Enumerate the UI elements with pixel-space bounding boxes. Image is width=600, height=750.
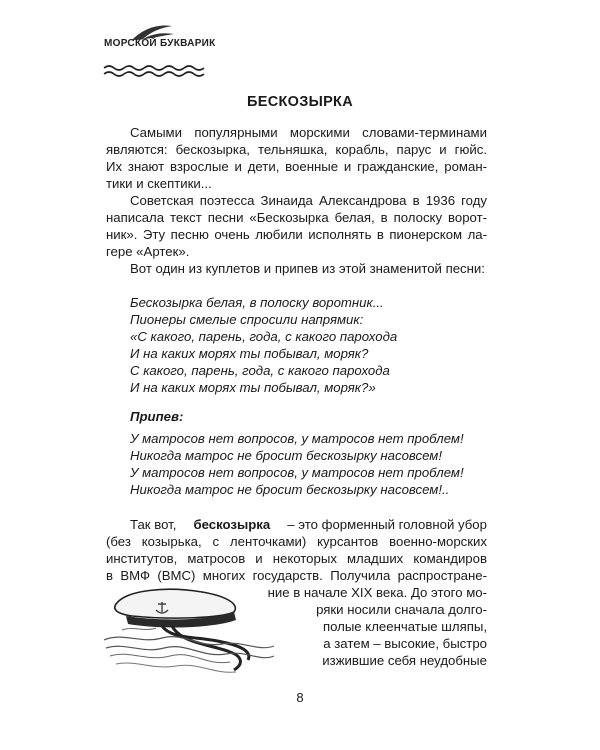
para2-line-4: гере «Артек». (106, 244, 190, 259)
para1-line-4: тики и скептики... (106, 176, 212, 191)
refrain-line-3: У матросов нет вопросов, у матросов нет проблем! (130, 465, 464, 480)
para2-line-1: Советская поэтесса Зинаида Александрова в 1936 году (130, 193, 487, 208)
page-title: БЕСКОЗЫРКА (247, 94, 353, 110)
para4-line-9: изжившие себя неудобные (322, 653, 487, 668)
para4-line-8: а затем – высокие, быстро (323, 636, 487, 651)
seagull-waves-icon (102, 18, 222, 80)
para4-line-7: полые клеенчатые шляпы, (322, 619, 487, 634)
refrain-label: Припев: (130, 409, 184, 424)
page-number: 8 (296, 690, 304, 705)
verse-line-1: Бескозырка белая, в полоску воротник... (130, 295, 384, 310)
para1-line-3: Их знают взрослые и дети, военные и гражданские, роман- (106, 159, 487, 174)
refrain-line-2: Никогда матрос не бросит бескозырку насовсем! (130, 448, 442, 463)
para1-line-2: являются: бескозырка, тельняшка, корабль, парус и гюйс. (106, 142, 487, 157)
para1-line-1: Самыми популярными морскими словами-терминами (130, 125, 487, 140)
verse-line-5: С какого, парень, года, с какого парохода (130, 363, 390, 378)
para4-term: бескозырка (193, 517, 271, 532)
para4-line-6: ряки носили сначала долго- (316, 602, 487, 617)
para4-line-5: ние в начале XIX века. До этого мо- (267, 585, 487, 600)
refrain-line-1: У матросов нет вопросов, у матросов нет проблем! (130, 431, 464, 446)
verse-line-6: И на каких морях ты побывал, моряк?» (130, 380, 376, 395)
para4-intro: Так вот, (130, 517, 177, 532)
para2-line-2: написала текст песни «Бескозырка белая, в полоску ворот- (106, 210, 487, 225)
para2-line-3: ник». Эту песню очень любили исполнять в пионерском ла- (106, 227, 487, 242)
verse-line-4: И на каких морях ты побывал, моряк? (130, 346, 369, 361)
sailor-cap-icon (102, 582, 277, 680)
verse-line-2: Пионеры смелые спросили напрямик: (130, 312, 364, 327)
para4-line-1 (130, 516, 487, 533)
sailor-cap-illustration (102, 582, 277, 680)
refrain-line-4: Никогда матрос не бросит бескозырку насовсем!.. (130, 482, 450, 497)
para3: Вот один из куплетов и припев из этой знаменитой песни: (130, 261, 485, 276)
series-title: МОРСКОЙ БУКВАРИК (104, 38, 216, 49)
para4-line-3: институтов, матросов и некоторых младших командиров (106, 551, 487, 566)
para4-rest: – это форменный головной убор (287, 517, 487, 532)
verse-line-3: «С какого, парень, года, с какого парохода (130, 329, 398, 344)
para4-line-2: (без козырька, с ленточками) курсантов военно-морских (106, 534, 487, 549)
para4-line-4: в ВМФ (ВМС) многих государств. Получила распростране- (106, 568, 487, 583)
